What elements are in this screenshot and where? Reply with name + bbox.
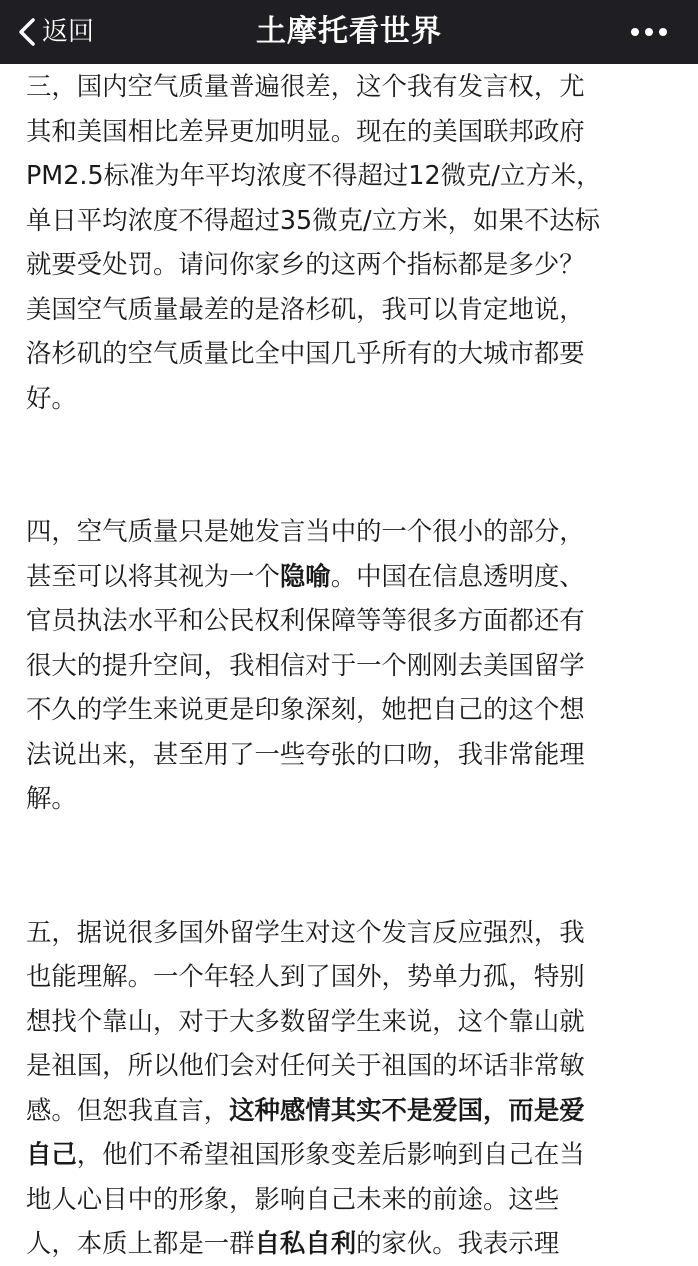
bold-text: 自私自利 (254, 1228, 357, 1258)
text-line (26, 1132, 676, 1177)
back-label: 返回 (42, 17, 95, 47)
text-line: 美国空气质量最差的是洛杉矶，我可以肯定地说， (26, 293, 585, 324)
paragraph-spacer (26, 420, 676, 509)
text-line: 想找个靠山，对于大多数留学生来说，这个靠山就 (26, 1005, 585, 1036)
text-line: 就要受处罚。请问你家乡的这两个指标都是多少？ (26, 249, 585, 279)
text-line: 四，空气质量只是她发言当中的一个很小的部分， (26, 516, 585, 546)
text-line: 很大的提升空间，我相信对于一个刚刚去美国留学 (26, 649, 585, 680)
text-line (26, 1088, 676, 1133)
text-line: 五，据说很多国外留学生对这个发言反应强烈，我 (26, 916, 585, 947)
text-line: 地人心目中的形象，影响自己未来的前途。这些 (26, 1183, 560, 1214)
bold-text: 这种感情其实不是爱国，而是爱 (229, 1094, 585, 1125)
text-line: 法说出来，甚至用了一些夸张的口吻，我非常能理 (26, 738, 585, 769)
text-line: 其和美国相比差异更加明显。现在的美国联邦政府 (26, 115, 585, 146)
text-run: 人，本质上都是一群 (26, 1228, 255, 1258)
text-line: 单日平均浓度不得超过35微克/立方米，如果不达标 (26, 204, 601, 235)
more-button[interactable] (630, 0, 668, 64)
nav-bar (0, 0, 698, 64)
text-line: 解。 (26, 783, 77, 813)
text-line: 三，国内空气质量普遍很差，这个我有发言权，尤 (26, 71, 585, 101)
text-run: 甚至可以将其视为一个 (26, 560, 280, 591)
bold-text: 自己 (26, 1139, 77, 1169)
text-line: 是祖国，所以他们会对任何关于祖国的坏话非常敏 (26, 1050, 585, 1080)
text-line (26, 1221, 676, 1266)
text-line: 官员执法水平和公民权利保障等等很多方面都还有 (26, 605, 585, 635)
paragraph-3 (26, 64, 676, 420)
text-run: 的家伙。我表示理 (356, 1228, 560, 1258)
text-line: 不久的学生来说更是印象深刻，她把自己的这个想 (26, 694, 585, 724)
text-line (26, 554, 676, 599)
page-title: 土摩托看世界 (256, 14, 442, 49)
paragraph-5 (26, 910, 676, 1266)
text-line: PM2.5标准为年平均浓度不得超过12微克/立方米， (26, 160, 602, 190)
more-dots-icon (630, 27, 668, 37)
bold-text: 隐喻 (279, 560, 331, 591)
text-line: 好。 (26, 382, 77, 413)
text-line: 也能理解。一个年轻人到了国外，势单力孤，特别 (26, 961, 585, 991)
paragraph-4 (26, 509, 676, 821)
text-run: 感。但恕我直言， (26, 1094, 230, 1125)
article-body (26, 64, 676, 1266)
paragraph-spacer (26, 821, 676, 910)
text-run: 。中国在信息透明度、 (330, 560, 585, 591)
text-line: 洛杉矶的空气质量比全中国几乎所有的大城市都要 (26, 338, 585, 368)
text-run: ，他们不希望祖国形象变差后影响到自己在当 (76, 1139, 585, 1169)
